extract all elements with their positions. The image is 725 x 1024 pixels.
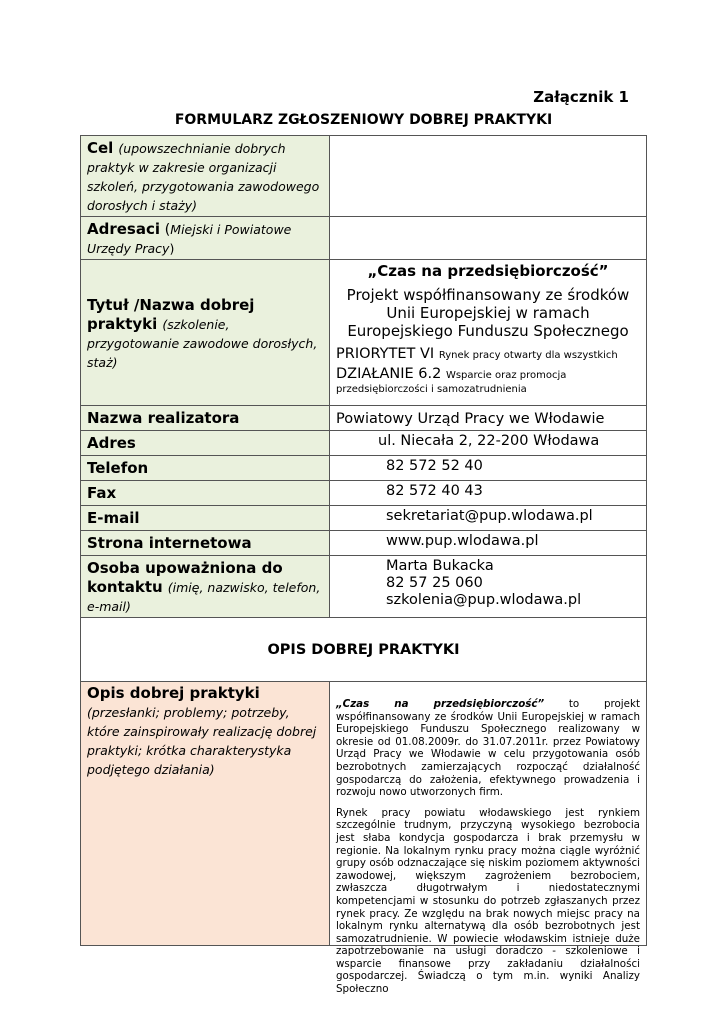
adres-value-cell	[330, 431, 647, 456]
action-line	[336, 368, 640, 396]
opis-section-heading: OPIS DOBREJ PRAKTYKI	[81, 618, 647, 682]
email-value-cell	[330, 506, 647, 531]
kontakt-name: Marta Bukacka	[386, 558, 494, 574]
cel-value-cell	[330, 136, 647, 217]
email-label: E-mail	[87, 509, 140, 527]
opis-p2-text: Rynek pracy powiatu włodawskiego jest rynkiem szczególnie trudnym, przyczyną wysokiego bezrobocia jest słaba kondycja gospodarcza i brak przemysłu w regionie. Na lokalnym rynku pracy można ciągle wyróżnić grupy osób odznaczające się niskim poziomem aktywności zawodowej, większym zagrożeniem bezrobociem, zwłaszcza długotrwałym i niedostatecznymi kompetencjami w stosunku do potrzeb zgłaszanych przez rynek pracy. Ze względu na brak nowych miejsc pracy na lokalnym rynku alternatywą dla osób bezrobotnych jest samozatrudnienie. W powiecie włodawskim istnieje duże zapotrzebowanie na usługi doradczo - szkoleniowe i wsparcie finansowe przy zakładaniu działalności gospodarczej. Świadczą o tym m.in. wyniki Analizy Społeczno	[336, 806, 640, 996]
opis-hint: (przesłanki; problemy; potrzeby, które zainspirowały realizację dobrej praktyki; krótka charakterystyka podjętego działania)	[87, 705, 317, 777]
row-kontakt	[81, 556, 647, 618]
row-opis	[81, 682, 647, 946]
opis-project-name: „Czas na przedsiębiorczość”	[336, 698, 545, 710]
adresaci-value-cell	[330, 217, 647, 260]
kontakt-label-cell	[81, 556, 330, 618]
row-tytul	[81, 260, 647, 406]
fax-value: 82 572 40 43	[386, 483, 483, 499]
cel-hint: (upowszechnianie dobrych praktyk w zakresie organizacji szkoleń, przygotowania zawodowego dorosłych i staży)	[87, 141, 320, 213]
telefon-value-cell	[330, 456, 647, 481]
telefon-label-cell	[81, 456, 330, 481]
tytul-value-cell	[330, 260, 647, 406]
row-fax	[81, 481, 647, 506]
project-title: „Czas na przedsiębiorczość”	[367, 262, 609, 280]
row-opis-heading	[81, 618, 647, 682]
fax-label-cell	[81, 481, 330, 506]
www-value-cell	[330, 531, 647, 556]
realizator-label-cell	[81, 406, 330, 431]
realizator-value-cell	[330, 406, 647, 431]
kontakt-value-cell	[330, 556, 647, 618]
tytul-label: Tytuł /Nazwa dobrej praktyki	[87, 295, 255, 333]
kontakt-phone: 82 57 25 060	[386, 575, 483, 591]
adres-value: ul. Niecała 2, 22-200 Włodawa	[378, 433, 600, 449]
www-label: Strona internetowa	[87, 534, 252, 552]
opis-p1-text: to projekt współfinansowany ze środków Unii Europejskiej w ramach Europejskiego Funduszu Społecznego realizowany w okresie od 01.08.2009r. do 31.07.2011r. przez Powiatowy Urząd Pracy we Włodawie w celu przygotowania osób bezrobotnych zamierzających rozpocząć działalność gospodarczą do założenia, efektywnego prowadzenia i rozwoju nowo utworzonych firm.	[336, 698, 640, 799]
row-email	[81, 506, 647, 531]
email-label-cell	[81, 506, 330, 531]
adresaci-hint: Miejski i Powiatowe Urzędy Pracy	[87, 222, 292, 256]
opis-label: Opis dobrej praktyki	[87, 684, 260, 702]
application-form-table	[80, 135, 647, 996]
row-telefon	[81, 456, 647, 481]
priority-text: Rynek pracy otwarty dla wszystkich	[438, 350, 618, 361]
adresaci-hint-open: (	[160, 222, 171, 238]
fax-label: Fax	[87, 484, 117, 502]
attachment-label: Załącznik 1	[533, 88, 629, 106]
opis-label-cell	[81, 682, 330, 946]
realizator-label: Nazwa realizatora	[87, 409, 240, 427]
telefon-value: 82 572 52 40	[386, 458, 483, 474]
www-label-cell	[81, 531, 330, 556]
action-text: Wsparcie oraz promocja przedsiębiorczości i samozatrudnienia	[336, 370, 567, 395]
cel-label-cell	[81, 136, 330, 217]
kontakt-email: szkolenia@pup.wlodawa.pl	[386, 592, 582, 608]
kontakt-hint: (imię, nazwisko, telefon, e-mail)	[87, 580, 321, 614]
priority-line	[336, 346, 640, 362]
form-title: FORMULARZ ZGŁOSZENIOWY DOBREJ PRAKTYKI	[174, 112, 553, 128]
tytul-label-cell	[81, 260, 330, 406]
adresaci-hint-close: )	[169, 241, 175, 256]
row-www	[81, 531, 647, 556]
fax-value-cell	[330, 481, 647, 506]
www-value: www.pup.wlodawa.pl	[386, 533, 539, 549]
row-adres	[81, 431, 647, 456]
realizator-value: Powiatowy Urząd Pracy we Włodawie	[336, 411, 605, 427]
row-realizator	[81, 406, 647, 431]
adres-label: Adres	[87, 434, 136, 452]
opis-paragraph-2	[336, 807, 640, 996]
row-adresaci	[81, 217, 647, 260]
email-value: sekretariat@pup.wlodawa.pl	[386, 508, 593, 524]
row-cel	[81, 136, 647, 217]
priority-label: PRIORYTET VI	[336, 346, 435, 362]
project-funding: Projekt współfinansowany ze środków Unii Europejskiej w ramach Europejskiego Funduszu Społecznego	[346, 286, 630, 340]
kontakt-label: Osoba upoważniona do kontaktu	[87, 559, 283, 596]
opis-value-cell	[330, 682, 647, 996]
opis-paragraph-1	[336, 698, 640, 799]
telefon-label: Telefon	[87, 459, 149, 477]
adresaci-label: Adresaci	[87, 220, 161, 238]
cel-label: Cel	[87, 139, 114, 157]
action-label: DZIAŁANIE 6.2	[336, 366, 442, 382]
adresaci-label-cell	[81, 217, 330, 260]
opis-description	[330, 682, 646, 996]
tytul-hint: (szkolenie, przygotowanie zawodowe dorosłych, staż)	[87, 316, 318, 370]
adres-label-cell	[81, 431, 330, 456]
